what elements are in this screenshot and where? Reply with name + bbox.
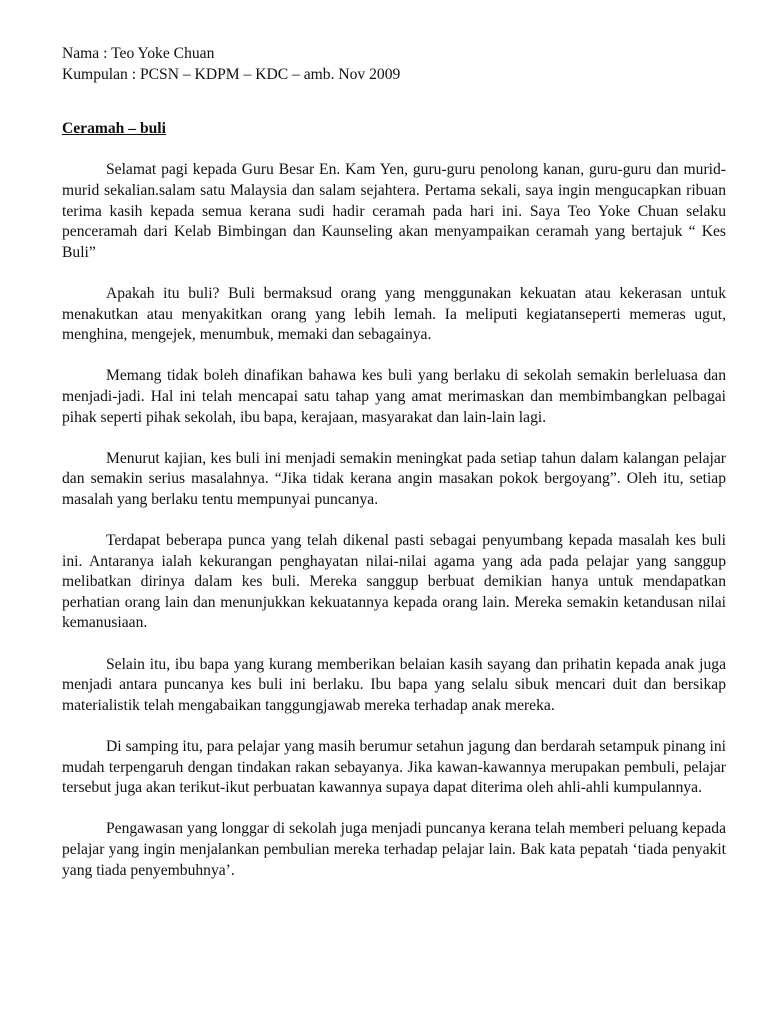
document-body — [62, 44, 726, 881]
student-group: Kumpulan : PCSN – KDPM – KDC – amb. Nov 2009 — [62, 65, 401, 83]
paragraph-1: Selamat pagi kepada Guru Besar En. Kam Yen, guru-guru penolong kanan, guru-guru dan murid-murid sekalian.salam satu Malaysia dan salam sejahtera. Pertama sekali, saya ingin mengucapkan ribuan terima kasih kepada semua kerana sudi hadir ceramah pada hari ini. Saya Teo Yoke Chuan selaku penceramah dari Kelab Bimbingan dan Kaunseling akan menyampaikan ceramah yang bertajuk “ Kes Buli” — [62, 161, 726, 261]
paragraph-7: Di samping itu, para pelajar yang masih berumur setahun jagung dan berdarah setampuk pinang ini mudah terpengaruh dengan tindakan rakan sebayanya. Jika kawan-kawannya merupakan pembuli, pelajar tersebut juga akan terikut-ikut perbuatan kawannya supaya dapat diterima oleh ahli-ahli kumpulannya. — [62, 738, 726, 797]
paragraph-8: Pengawasan yang longgar di sekolah juga menjadi puncanya kerana telah memberi peluang kepada pelajar yang ingin menjalankan pembulian mereka terhadap pelajar lain. Bak kata pepatah ‘tiada penyakit yang tiada penyembuhnya’. — [62, 820, 726, 879]
student-name: Nama : Teo Yoke Chuan — [62, 45, 215, 62]
paragraph-3: Memang tidak boleh dinafikan bahawa kes buli yang berlaku di sekolah semakin berleluasa dan menjadi-jadi. Hal ini telah mencapai satu tahap yang amat merimaskan dan membimbangkan pelbagai pihak seperti pihak sekolah, ibu bapa, kerajaan, masyarakat dan lain-lain lagi. — [62, 367, 726, 426]
paragraph-4: Menurut kajian, kes buli ini menjadi semakin meningkat pada setiap tahun dalam kalangan pelajar dan semakin serius masalahnya. “Jika tidak kerana angin masakan pokok bergoyang”. Oleh itu, setiap masalah yang berlaku tentu mempunyai puncanya. — [62, 449, 726, 508]
paragraph-6: Selain itu, ibu bapa yang kurang memberikan belaian kasih sayang dan prihatin kepada anak juga menjadi antara puncanya kes buli ini berlaku. Ibu bapa yang selalu sibuk mencari duit dan bersikap materialistik telah mengabaikan tanggungjawab mereka terhadap anak mereka. — [62, 655, 726, 714]
paragraph-5: Terdapat beberapa punca yang telah dikenal pasti sebagai penyumbang kepada masalah kes buli ini. Antaranya ialah kekurangan penghayatan nilai-nilai agama yang ada pada pelajar yang sanggup melibatkan dirinya dalam kes buli. Mereka sanggup berbuat demikian hanya untuk mendapatkan perhatian orang lain dan menunjukkan kekuatannya kepada orang lain. Mereka semakin ketandusan nilai kemanusiaan. — [62, 532, 726, 632]
document-title: Ceramah – buli — [62, 120, 166, 138]
paragraph-2: Apakah itu buli? Buli bermaksud orang yang menggunakan kekuatan atau kekerasan untuk menakutkan atau menyakitkan orang yang lebih lemah. Ia meliputi kegiatanseperti memeras ugut, menghina, mengejek, menumbuk, memaki dan sebagainya. — [62, 284, 726, 344]
